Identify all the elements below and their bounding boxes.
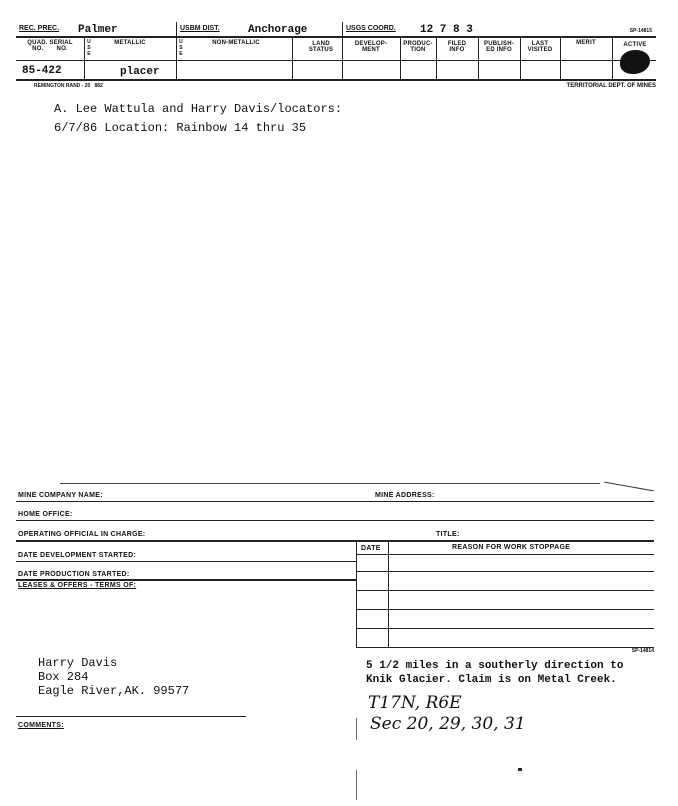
location-note-line-1: 5 1/2 miles in a southerly direction to	[366, 660, 624, 672]
usgs-coord-label: USGS COORD.	[346, 25, 396, 32]
handwriting-sections: Sec 20, 29, 30, 31	[370, 714, 526, 734]
location-note-line-2: Knik Glacier. Claim is on Metal Creek.	[366, 674, 617, 686]
lower-form-top-rule	[60, 483, 600, 484]
form-code: SP-14815	[629, 28, 652, 34]
title-label: TITLE:	[436, 531, 460, 538]
usgs-dist-value: Anchorage	[248, 24, 308, 36]
rule-operating-official	[16, 540, 654, 542]
col-divider	[342, 22, 343, 81]
quad-serial-value: 85-422	[22, 65, 62, 77]
col-development: DEVELOP- MENT	[354, 41, 388, 53]
rule-comments-top	[16, 716, 246, 717]
stoppage-col-left	[356, 540, 357, 648]
col-divider	[560, 36, 561, 81]
stoppage-row-rule	[356, 609, 654, 610]
note-line-2: 6/7/86 Location: Rainbow 14 thru 35	[54, 121, 307, 135]
col-divider	[478, 36, 479, 81]
rule-date-development	[16, 561, 356, 562]
stray-mark	[604, 482, 653, 492]
col-published-info: PUBLISH- ED INFO	[484, 41, 514, 53]
col-filed-info: FILED INFO	[447, 41, 467, 53]
ink-blot	[620, 50, 650, 74]
col-metallic: METALLIC	[114, 40, 146, 46]
faint-dot	[518, 768, 522, 771]
stoppage-row-rule	[356, 571, 654, 572]
col-divider	[520, 36, 521, 81]
col-divider	[84, 36, 85, 81]
operating-official-label: OPERATING OFFICIAL IN CHARGE:	[18, 531, 146, 538]
col-quad-serial: QUAD. SERIAL NO. NO.	[27, 40, 73, 52]
metallic-value: placer	[120, 66, 160, 78]
note-line-1: A. Lee Wattula and Harry Davis/locators:	[54, 102, 343, 116]
stoppage-row-rule	[356, 590, 654, 591]
faint-mark	[356, 770, 357, 800]
date-production-label: DATE PRODUCTION STARTED:	[18, 571, 130, 578]
col-divider	[612, 36, 613, 81]
stoppage-header-rule	[356, 554, 654, 555]
mine-company-name-label: MINE COMPANY NAME:	[18, 492, 103, 499]
rule-home-office	[16, 520, 654, 521]
usgs-dist-label: USBM DIST.	[180, 25, 220, 32]
col-land-status: LAND STATUS	[308, 41, 334, 53]
stoppage-row-rule	[356, 628, 654, 629]
address-city: Eagle River,AK. 99577	[38, 684, 190, 698]
col-divider	[176, 22, 177, 81]
mine-address-label: MINE ADDRESS:	[375, 492, 435, 499]
rec-prec-value: Palmer	[78, 24, 118, 36]
col-active: ACTIVE	[623, 42, 647, 48]
col-last-visited: LAST VISITED	[527, 41, 553, 53]
reason-col-label: REASON FOR WORK STOPPAGE	[452, 544, 571, 551]
header-card	[16, 22, 656, 90]
comments-label: COMMENTS:	[18, 722, 64, 729]
address-name: Harry Davis	[38, 656, 118, 670]
col-nonmetallic: NON-METALLIC	[212, 40, 260, 46]
usgs-coord-value: 12 7 8 3	[420, 24, 473, 36]
col-production: PRODUC- TION	[403, 41, 433, 53]
col-divider	[292, 36, 293, 81]
stoppage-col-divider	[388, 540, 389, 648]
form-code-2: SP-14814	[631, 648, 654, 654]
rule-mine-company	[16, 501, 654, 502]
col-divider	[436, 36, 437, 81]
rec-prec-label: REC. PREC.	[19, 25, 60, 32]
rule-date-production	[16, 579, 356, 581]
footer-left: REMINGTON RAND - 20 882	[34, 83, 103, 89]
address-box: Box 284	[38, 670, 89, 684]
col-merit: MERIT	[576, 40, 596, 46]
faint-mark	[356, 718, 357, 740]
leases-offers-label: LEASES & OFFERS - TERMS OF:	[18, 582, 137, 589]
date-development-label: DATE DEVELOPMENT STARTED:	[18, 552, 137, 559]
stoppage-row-rule	[356, 647, 654, 648]
col-use-metallic: U S E	[87, 39, 91, 57]
date-col-label: DATE	[361, 545, 381, 552]
handwriting-township: T17N, R6E	[368, 693, 462, 713]
home-office-label: HOME OFFICE:	[18, 511, 73, 518]
footer-right: TERRITORIAL DEPT. OF MINES	[566, 83, 656, 89]
col-use-nonmetallic: U S E	[179, 39, 183, 57]
